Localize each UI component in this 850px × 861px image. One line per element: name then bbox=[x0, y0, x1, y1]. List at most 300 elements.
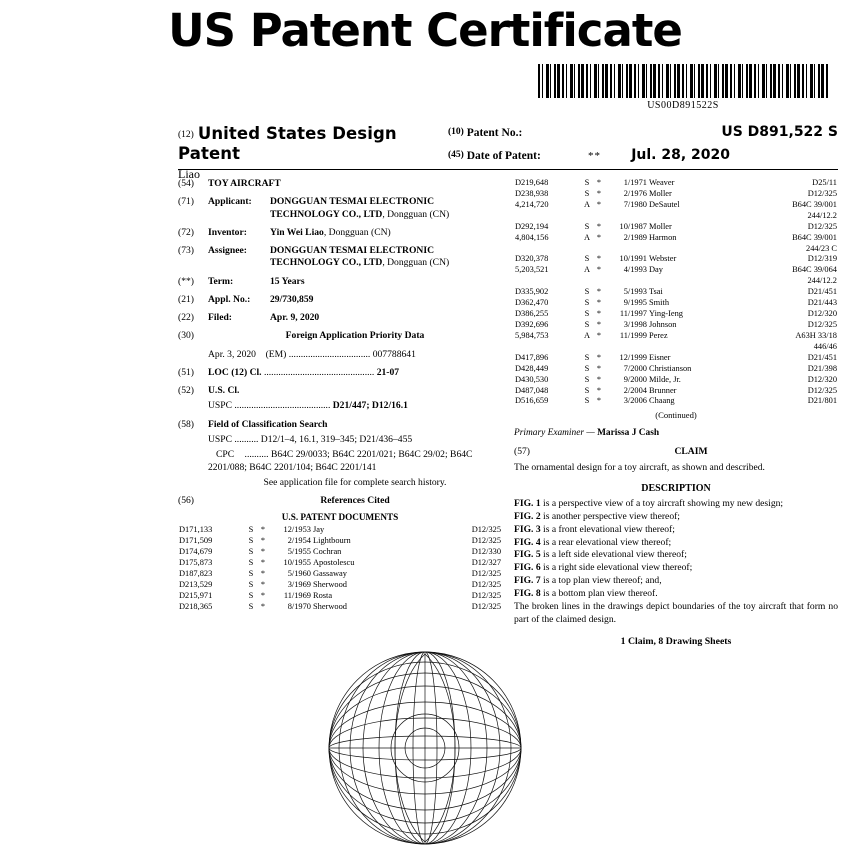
citation-star bbox=[594, 244, 604, 255]
date-label: Date of Patent: bbox=[466, 150, 541, 162]
patent-no-label: Patent No.: bbox=[466, 127, 523, 139]
citation-date bbox=[604, 276, 648, 287]
search-cpc-value: B64C 29/0033; B64C 2201/021; B64C 29/02; B64C 2201/088; B64C 2201/104; B64C 2201/141 bbox=[208, 449, 473, 473]
citation-name: Sherwood bbox=[313, 601, 347, 611]
patent-drawing bbox=[275, 646, 575, 856]
right-column bbox=[514, 178, 838, 647]
citation-patent-number: 4,214,720 bbox=[515, 199, 549, 209]
citation-patent-number: D362,470 bbox=[515, 298, 549, 308]
citation-date: 5/1993 bbox=[623, 287, 647, 297]
citation-star: * bbox=[596, 309, 602, 319]
inventor-surname: Liao bbox=[178, 167, 200, 181]
citation-date: 7/1980 bbox=[623, 199, 647, 209]
citation-patent-number: 4,804,156 bbox=[515, 232, 549, 242]
field-code-72: (72) bbox=[178, 226, 194, 238]
citation-classification: A63H 33/18 bbox=[795, 330, 837, 340]
foreign-priority-date: Apr. 3, 2020 bbox=[208, 348, 256, 360]
citation-kind-code: A bbox=[583, 265, 591, 275]
figure-description bbox=[514, 524, 838, 537]
citation-classification: B64C 39/064 bbox=[792, 265, 837, 275]
citation-row bbox=[514, 298, 838, 309]
citation-row bbox=[178, 547, 502, 558]
assignee-label: Assignee: bbox=[208, 245, 247, 257]
applicant-name: DONGGUAN TESMAI ELECTRONIC TECHNOLOGY CO., LTD bbox=[270, 196, 435, 220]
code-12: (12) bbox=[178, 130, 194, 140]
figure-list bbox=[514, 498, 838, 600]
citation-date: 9/2000 bbox=[623, 374, 647, 384]
citation-kind-code: S bbox=[248, 590, 254, 600]
claim-head: CLAIM bbox=[674, 446, 708, 458]
foreign-priority-number: 007788641 bbox=[372, 348, 416, 360]
header-divider bbox=[178, 169, 838, 170]
citation-classification: D12/325 bbox=[471, 525, 501, 535]
bibliographic-header bbox=[178, 124, 838, 182]
field-references bbox=[178, 495, 502, 507]
citation-star: * bbox=[596, 298, 602, 308]
left-column bbox=[178, 178, 502, 647]
citation-classification: B64C 39/001 bbox=[792, 232, 837, 242]
citation-patent-number: D171,133 bbox=[179, 525, 213, 535]
citation-name: Apostolescu bbox=[313, 558, 355, 568]
citation-row bbox=[514, 287, 838, 298]
citation-row bbox=[514, 200, 838, 211]
field-us-cl bbox=[178, 385, 502, 397]
citation-name: Perez bbox=[649, 330, 668, 340]
citation-patent-number: D430,530 bbox=[515, 374, 549, 384]
uspc-value: D21/447; D12/16.1 bbox=[332, 400, 408, 412]
citation-classification: D12/325 bbox=[807, 188, 837, 198]
citation-row bbox=[514, 386, 838, 397]
figure-text: is another perspective view thereof; bbox=[540, 511, 680, 523]
figure-description bbox=[514, 549, 838, 562]
search-note-row bbox=[178, 477, 502, 489]
citation-star: * bbox=[260, 569, 266, 578]
citation-row bbox=[514, 331, 838, 342]
examiner-dash: — bbox=[584, 428, 598, 439]
figure-label: FIG. 4 bbox=[514, 536, 541, 548]
field-code-57: (57) bbox=[514, 446, 530, 458]
figure-text: is a right side elevational view thereof; bbox=[540, 562, 693, 574]
citation-patent-number: D320,378 bbox=[515, 254, 549, 264]
citation-row bbox=[514, 276, 838, 287]
citation-kind-code: S bbox=[584, 178, 590, 187]
citation-date: 11/1997 bbox=[619, 309, 647, 319]
citation-name bbox=[648, 211, 738, 222]
citation-star: * bbox=[596, 221, 602, 231]
description-head: DESCRIPTION bbox=[641, 483, 711, 495]
citation-row bbox=[178, 580, 502, 591]
date-of-patent: Jul. 28, 2020 bbox=[631, 147, 730, 163]
field-filed bbox=[178, 312, 502, 324]
citation-patent-number: D175,873 bbox=[179, 558, 213, 568]
citation-row bbox=[514, 244, 838, 255]
examiner-label: Primary Examiner bbox=[514, 428, 585, 439]
citation-patent-number: D215,971 bbox=[179, 590, 213, 600]
citation-star: * bbox=[596, 396, 602, 406]
field-claim bbox=[514, 446, 838, 458]
search-uspc-value: D12/1–4, 16.1, 319–345; D21/436–455 bbox=[260, 433, 413, 445]
citation-patent-number: D218,365 bbox=[179, 601, 213, 611]
citation-star bbox=[594, 276, 604, 287]
field-code-71: (71) bbox=[178, 196, 194, 208]
citations-table-right bbox=[514, 178, 838, 407]
figure-description bbox=[514, 588, 838, 601]
citation-name: Cochran bbox=[313, 547, 342, 557]
citation-classification: 244/12.2 bbox=[807, 276, 837, 286]
citation-name: Day bbox=[649, 265, 663, 275]
citation-date: 2/1954 bbox=[287, 536, 311, 546]
date-field bbox=[448, 150, 588, 162]
citation-classification: 244/12.2 bbox=[807, 210, 837, 220]
citation-row bbox=[514, 265, 838, 276]
citation-patent-number: D392,696 bbox=[515, 319, 549, 329]
figure-label: FIG. 2 bbox=[514, 511, 541, 523]
citation-date: 3/1998 bbox=[623, 319, 647, 329]
term-value: 15 Years bbox=[270, 275, 305, 287]
citation-kind-code: S bbox=[248, 525, 254, 535]
citation-star: * bbox=[260, 601, 266, 611]
citation-kind-code: S bbox=[584, 396, 590, 406]
term-label: Term: bbox=[208, 275, 234, 287]
inventor-location: , Dongguan (CN) bbox=[323, 226, 391, 238]
document-type: United States Design Patent bbox=[178, 124, 397, 163]
field-code-73: (73) bbox=[178, 245, 194, 257]
figure-description bbox=[514, 537, 838, 550]
invention-title: TOY AIRCRAFT bbox=[208, 178, 281, 189]
citation-date: 4/1993 bbox=[623, 265, 647, 275]
citation-star: * bbox=[596, 374, 602, 384]
citation-star bbox=[594, 211, 604, 222]
citation-classification: D12/325 bbox=[807, 319, 837, 329]
references-cited-head: References Cited bbox=[320, 495, 390, 507]
citation-date bbox=[604, 211, 648, 222]
citation-classification: D12/325 bbox=[807, 385, 837, 395]
field-code-30: (30) bbox=[178, 330, 194, 342]
us-patent-documents-head: U.S. PATENT DOCUMENTS bbox=[281, 512, 399, 523]
citation-date: 9/1995 bbox=[623, 298, 647, 308]
field-loc bbox=[178, 367, 502, 379]
citation-kind-code: S bbox=[584, 363, 590, 373]
citation-kind-code: S bbox=[584, 352, 590, 362]
figure-text: is a top plan view thereof; and, bbox=[540, 574, 662, 586]
citation-patent-number: D417,896 bbox=[515, 352, 549, 362]
citation-classification: D12/330 bbox=[471, 547, 501, 557]
field-appl-no bbox=[178, 294, 502, 306]
citation-kind-code: S bbox=[248, 558, 254, 568]
citation-star: * bbox=[260, 579, 266, 589]
citation-row bbox=[514, 254, 838, 265]
field-foreign-priority bbox=[178, 330, 502, 342]
citation-star: * bbox=[596, 188, 602, 198]
us-cl-label: U.S. Cl. bbox=[208, 385, 240, 397]
citation-kind-code: S bbox=[584, 374, 590, 384]
claim-text: The ornamental design for a toy aircraft, as shown and described. bbox=[514, 461, 765, 473]
assignee-location: , Dongguan (CN) bbox=[382, 257, 450, 269]
citation-patent-number: 5,203,521 bbox=[515, 265, 549, 275]
bib-left bbox=[178, 124, 448, 182]
citation-star bbox=[594, 342, 604, 353]
citation-row bbox=[178, 525, 502, 536]
citation-date: 10/1955 bbox=[283, 558, 311, 568]
continued-marker: (Continued) bbox=[655, 410, 697, 421]
citation-star: * bbox=[596, 254, 602, 264]
citation-patent-number: D335,902 bbox=[515, 287, 549, 297]
citation-star: * bbox=[596, 265, 602, 275]
citation-patent-number bbox=[514, 211, 580, 222]
citation-star: * bbox=[596, 363, 602, 373]
applicant-location: , Dongguan (CN) bbox=[382, 208, 450, 220]
citation-row bbox=[514, 189, 838, 200]
figure-text: is a rear elevational view thereof; bbox=[540, 536, 672, 548]
citation-row bbox=[514, 309, 838, 320]
citation-name: Weaver bbox=[649, 178, 675, 187]
citation-star: * bbox=[596, 385, 602, 395]
citation-name: Tsai bbox=[649, 287, 663, 297]
citation-date: 10/1987 bbox=[619, 221, 647, 231]
figure-text: is a perspective view of a toy aircraft showing my new design; bbox=[540, 498, 784, 510]
figure-label: FIG. 5 bbox=[514, 549, 541, 561]
figure-description bbox=[514, 498, 838, 511]
citation-name: Christianson bbox=[649, 363, 692, 373]
citation-kind-code: S bbox=[248, 569, 254, 578]
patent-no-field bbox=[448, 127, 588, 139]
citation-patent-number: 5,984,753 bbox=[515, 330, 549, 340]
field-code-51: (51) bbox=[178, 366, 194, 378]
filed-value: Apr. 9, 2020 bbox=[270, 312, 320, 324]
citation-star: * bbox=[596, 352, 602, 362]
field-term bbox=[178, 276, 502, 288]
citation-star: * bbox=[596, 178, 602, 187]
citation-name: Chaang bbox=[649, 396, 675, 406]
citation-row bbox=[514, 222, 838, 233]
citation-name: Johnson bbox=[649, 319, 677, 329]
field-code-21: (21) bbox=[178, 293, 194, 305]
citation-classification: 446/46 bbox=[813, 341, 837, 351]
dot-leader: ........................................ bbox=[234, 400, 331, 412]
field-code-56: (56) bbox=[178, 495, 194, 507]
citation-name: Eisner bbox=[649, 352, 671, 362]
citation-star: * bbox=[596, 287, 602, 297]
search-cpc-label: CPC bbox=[216, 449, 235, 461]
citation-kind-code: A bbox=[583, 199, 591, 209]
citation-classification: 244/23 C bbox=[806, 243, 837, 253]
appl-no-value: 29/730,859 bbox=[270, 293, 314, 305]
appl-no-label: Appl. No.: bbox=[208, 293, 251, 305]
applicant-label: Applicant: bbox=[208, 196, 252, 208]
citation-kind-code: S bbox=[584, 385, 590, 395]
citation-name bbox=[648, 244, 738, 255]
citation-patent-number: D171,509 bbox=[179, 536, 213, 546]
citation-date: 5/1955 bbox=[287, 547, 311, 557]
citation-kind-code bbox=[580, 342, 594, 353]
citation-name bbox=[648, 276, 738, 287]
citation-patent-number: D174,679 bbox=[179, 547, 213, 557]
citation-kind-code: A bbox=[583, 232, 591, 242]
citation-classification: D12/320 bbox=[807, 309, 837, 319]
page-title: US Patent Certificate bbox=[168, 4, 682, 57]
citation-row bbox=[178, 569, 502, 580]
field-code-22: (22) bbox=[178, 312, 194, 324]
citation-row bbox=[514, 320, 838, 331]
field-search bbox=[178, 419, 502, 431]
citation-star: * bbox=[260, 536, 266, 546]
citation-kind-code: S bbox=[584, 298, 590, 308]
claims-sheets-count: 1 Claim, 8 Drawing Sheets bbox=[620, 635, 732, 647]
citation-kind-code bbox=[580, 276, 594, 287]
citation-kind-code: A bbox=[583, 330, 591, 340]
citation-classification: D12/327 bbox=[471, 558, 501, 568]
citation-kind-code: S bbox=[248, 547, 254, 557]
field-applicant bbox=[178, 196, 502, 221]
citation-classification: D21/801 bbox=[807, 396, 837, 406]
broken-lines-statement: The broken lines in the drawings depict boundaries of the toy aircraft that form no part of the claimed design. bbox=[514, 601, 838, 625]
citation-date bbox=[604, 342, 648, 353]
dot-leader: .......... bbox=[234, 433, 259, 445]
dot-leader: .......... bbox=[244, 449, 269, 461]
search-uspc-row bbox=[178, 434, 502, 446]
figure-description bbox=[514, 562, 838, 575]
field-code-54: (54) bbox=[178, 178, 194, 189]
citation-date: 3/1969 bbox=[287, 579, 311, 589]
citation-date: 5/1960 bbox=[287, 569, 311, 578]
citation-name bbox=[648, 342, 738, 353]
citation-kind-code bbox=[580, 244, 594, 255]
primary-examiner bbox=[514, 428, 838, 438]
citation-star: * bbox=[260, 558, 266, 568]
citation-date bbox=[604, 244, 648, 255]
citation-kind-code: S bbox=[584, 254, 590, 264]
citation-row bbox=[514, 342, 838, 353]
citation-kind-code: S bbox=[584, 309, 590, 319]
patent-number: US D891,522 S bbox=[721, 124, 838, 140]
citation-patent-number: D187,823 bbox=[179, 569, 213, 578]
citation-patent-number: D386,255 bbox=[515, 309, 549, 319]
citation-kind-code: S bbox=[584, 287, 590, 297]
citation-row bbox=[514, 178, 838, 189]
citation-name: Webster bbox=[649, 254, 677, 264]
field-code-58: (58) bbox=[178, 418, 194, 430]
field-inventor bbox=[178, 227, 502, 239]
citation-patent-number: D219,648 bbox=[515, 178, 549, 187]
barcode-icon bbox=[538, 64, 828, 98]
citation-row bbox=[514, 375, 838, 386]
citation-patent-number bbox=[514, 342, 580, 353]
citation-kind-code: S bbox=[584, 319, 590, 329]
citation-row bbox=[178, 558, 502, 569]
figure-text: is a front elevational view thereof; bbox=[540, 523, 675, 535]
citation-date: 11/1969 bbox=[283, 590, 311, 600]
bib-right bbox=[448, 124, 838, 163]
citation-row bbox=[178, 602, 502, 613]
citation-classification: D21/451 bbox=[807, 287, 837, 297]
citation-date: 2/1989 bbox=[623, 232, 647, 242]
citation-date: 7/2000 bbox=[623, 363, 647, 373]
assignee-name: DONGGUAN TESMAI ELECTRONIC TECHNOLOGY CO., LTD bbox=[270, 245, 435, 269]
code-10: (10) bbox=[448, 127, 464, 137]
citation-classification: B64C 39/001 bbox=[792, 199, 837, 209]
citation-row bbox=[514, 211, 838, 222]
figure-description bbox=[514, 575, 838, 588]
citation-name: Moller bbox=[649, 221, 672, 231]
citation-patent-number bbox=[514, 276, 580, 287]
citation-name: Harmon bbox=[649, 232, 677, 242]
citation-name: Milde, Jr. bbox=[649, 374, 681, 384]
figure-description bbox=[514, 511, 838, 524]
patent-page bbox=[0, 6, 850, 856]
citation-classification: D12/325 bbox=[471, 601, 501, 611]
date-stars: ** bbox=[588, 150, 601, 162]
citation-classification: D21/443 bbox=[807, 298, 837, 308]
citation-row bbox=[178, 591, 502, 602]
inventor-name: Yin Wei Liao bbox=[270, 226, 324, 238]
citation-row bbox=[514, 233, 838, 244]
search-uspc-label: USPC bbox=[208, 433, 232, 445]
citation-date: 11/1999 bbox=[619, 330, 647, 340]
citation-patent-number: D516,659 bbox=[515, 396, 549, 406]
citation-date: 2/1976 bbox=[623, 188, 647, 198]
citation-date: 1/1971 bbox=[623, 178, 647, 187]
inventor-label: Inventor: bbox=[208, 226, 247, 238]
citation-kind-code: S bbox=[248, 536, 254, 546]
loc-value: 21-07 bbox=[376, 366, 400, 378]
citation-classification: D12/325 bbox=[471, 569, 501, 578]
citation-patent-number: D238,938 bbox=[515, 188, 549, 198]
field-assignee bbox=[178, 245, 502, 270]
citation-kind-code: S bbox=[248, 579, 254, 589]
citation-row bbox=[514, 364, 838, 375]
us-cl-row bbox=[178, 400, 502, 412]
field-title bbox=[178, 178, 502, 190]
search-cpc-row bbox=[178, 449, 502, 474]
citation-patent-number: D428,449 bbox=[515, 363, 549, 373]
field-code-term: (**) bbox=[178, 275, 194, 287]
citation-star: * bbox=[260, 547, 266, 557]
barcode-number: US00D891522S bbox=[647, 100, 719, 111]
citation-kind-code: S bbox=[584, 188, 590, 198]
toy-aircraft-figure-icon bbox=[275, 646, 575, 856]
barcode-block bbox=[538, 64, 828, 111]
citation-name: Moller bbox=[649, 188, 672, 198]
figure-label: FIG. 3 bbox=[514, 523, 541, 535]
figure-label: FIG. 1 bbox=[514, 498, 541, 510]
citation-name: Smith bbox=[649, 298, 670, 308]
citation-row bbox=[514, 396, 838, 407]
citation-kind-code: S bbox=[248, 601, 254, 611]
citation-star: * bbox=[596, 199, 602, 209]
foreign-priority-row bbox=[178, 349, 502, 361]
figure-label: FIG. 8 bbox=[514, 587, 541, 599]
citation-classification: D21/451 bbox=[807, 352, 837, 362]
field-of-search-label: Field of Classification Search bbox=[208, 418, 328, 430]
citation-name: Brunner bbox=[649, 385, 677, 395]
foreign-priority-office: (EM) bbox=[265, 348, 287, 360]
citation-date: 10/1991 bbox=[619, 254, 647, 264]
foreign-priority-head: Foreign Application Priority Data bbox=[285, 330, 425, 342]
citation-classification: D12/319 bbox=[807, 254, 837, 264]
citation-patent-number bbox=[514, 244, 580, 255]
figure-text: is a bottom plan view thereof. bbox=[540, 587, 658, 599]
dot-leader: .............................................. bbox=[263, 366, 375, 378]
citation-classification: D25/11 bbox=[812, 178, 837, 187]
citation-row bbox=[514, 353, 838, 364]
citation-classification: D12/325 bbox=[807, 221, 837, 231]
citation-date: 12/1999 bbox=[619, 352, 647, 362]
citation-kind-code: S bbox=[584, 221, 590, 231]
figure-label: FIG. 7 bbox=[514, 574, 541, 586]
citation-classification: D12/325 bbox=[471, 590, 501, 600]
citations-table-left bbox=[178, 525, 502, 612]
body-columns bbox=[178, 178, 838, 647]
